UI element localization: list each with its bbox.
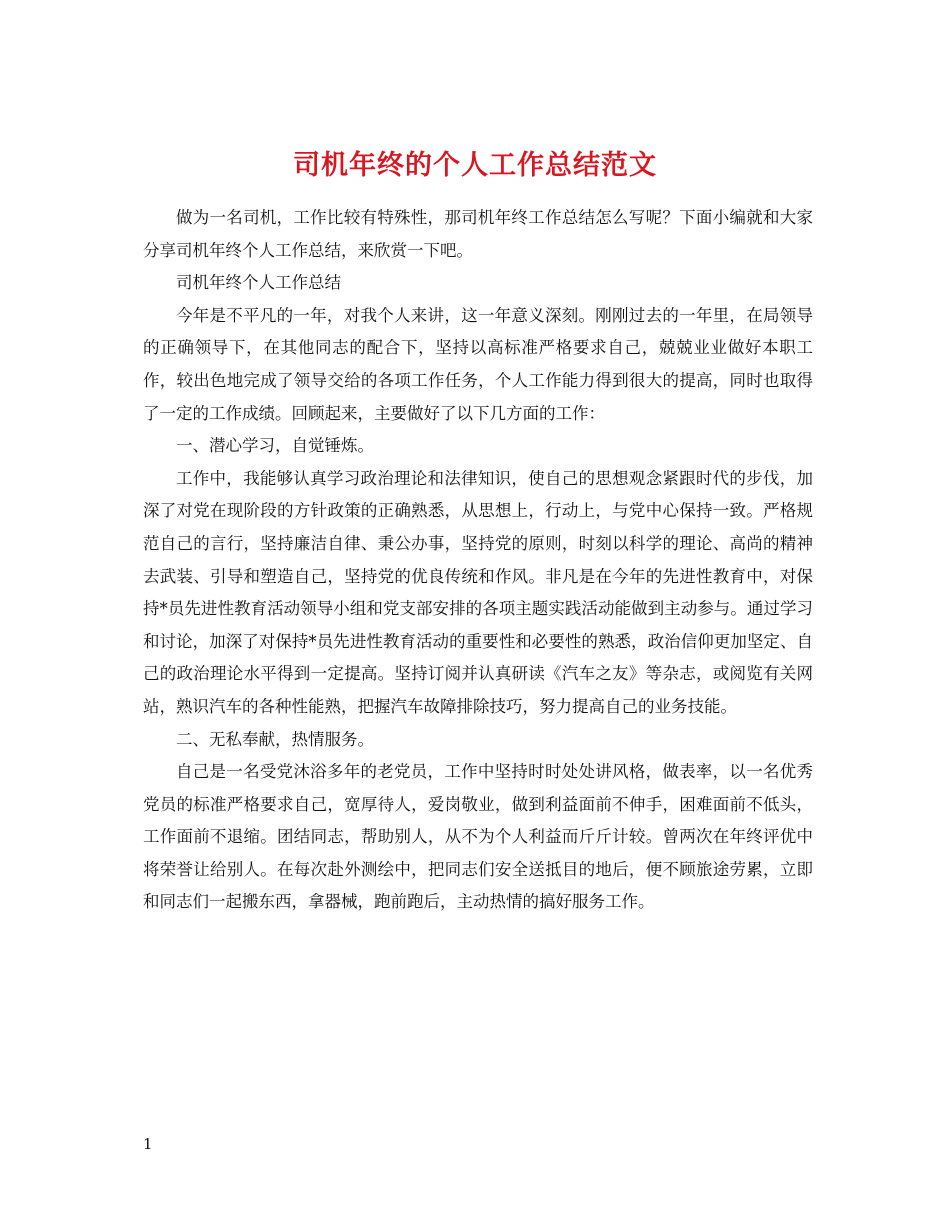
intro-paragraph: 做为一名司机，工作比较有特殊性，那司机年终工作总结怎么写呢？下面小编就和大家分享司机年终个人工作总结，来欣赏一下吧。 bbox=[143, 208, 813, 260]
section-heading: 司机年终个人工作总结 bbox=[176, 273, 341, 293]
body-paragraph: 工作中，我能够认真学习政治理论和法律知识，使自己的思想观念紧跟时代的步伐，加深了对党在现阶段的方针政策的正确熟悉，从思想上，行动上，与党中心保持一致。严格规范自己的言行，坚持廉洁自律、秉公办事，坚持党的原则，时刻以科学的理论、高尚的精神去武装、引导和塑造自己，坚持党的优良传统和作风。非凡是在今年的先进性教育中，对保持*员先进性教育活动领导小组和党支部安排的各项主题实践活动能做到主动参与。通过学习和讨论，加深了对保持*员先进性教育活动的重要性和必要性的熟悉，政治信仰更加坚定、自己的政治理论水平得到一定提高。坚持订阅并认真研读《汽车之友》等杂志，或阅览有关网站，熟识汽车的各种性能熟，把握汽车故障排除技巧，努力提高自己的业务技能。 bbox=[143, 468, 813, 716]
document-title: 司机年终的个人工作总结范文 bbox=[293, 150, 657, 182]
section-heading: 二、无私奉献，热情服务。 bbox=[176, 729, 374, 749]
section-heading: 一、潜心学习，自觉锤炼。 bbox=[176, 436, 374, 456]
body-paragraph: 自己是一名受党沐浴多年的老党员，工作中坚持时时处处讲风格，做表率，以一名优秀党员的标准严格要求自己，宽厚待人，爱岗敬业，做到利益面前不伸手，困难面前不低头，工作面前不退缩。团结同志，帮助别人，从不为个人利益而斤斤计较。曾两次在年终评优中将荣誉让给别人。在每次赴外测绘中，把同志们安全送抵目的地后，便不顾旅途劳累，立即和同志们一起搬东西，拿器械，跑前跑后，主动热情的搞好服务工作。 bbox=[143, 762, 813, 912]
page-number: 1 bbox=[143, 1135, 153, 1153]
body-paragraph: 今年是不平凡的一年，对我个人来讲，这一年意义深刻。刚刚过去的一年里，在局领导的正确领导下，在其他同志的配合下，坚持以高标准严格要求自己，兢兢业业做好本职工作，较出色地完成了领导交给的各项工作任务，个人工作能力得到很大的提高，同时也取得了一定的工作成绩。回顾起来，主要做好了以下几方面的工作： bbox=[143, 305, 813, 423]
document-body bbox=[143, 202, 813, 919]
